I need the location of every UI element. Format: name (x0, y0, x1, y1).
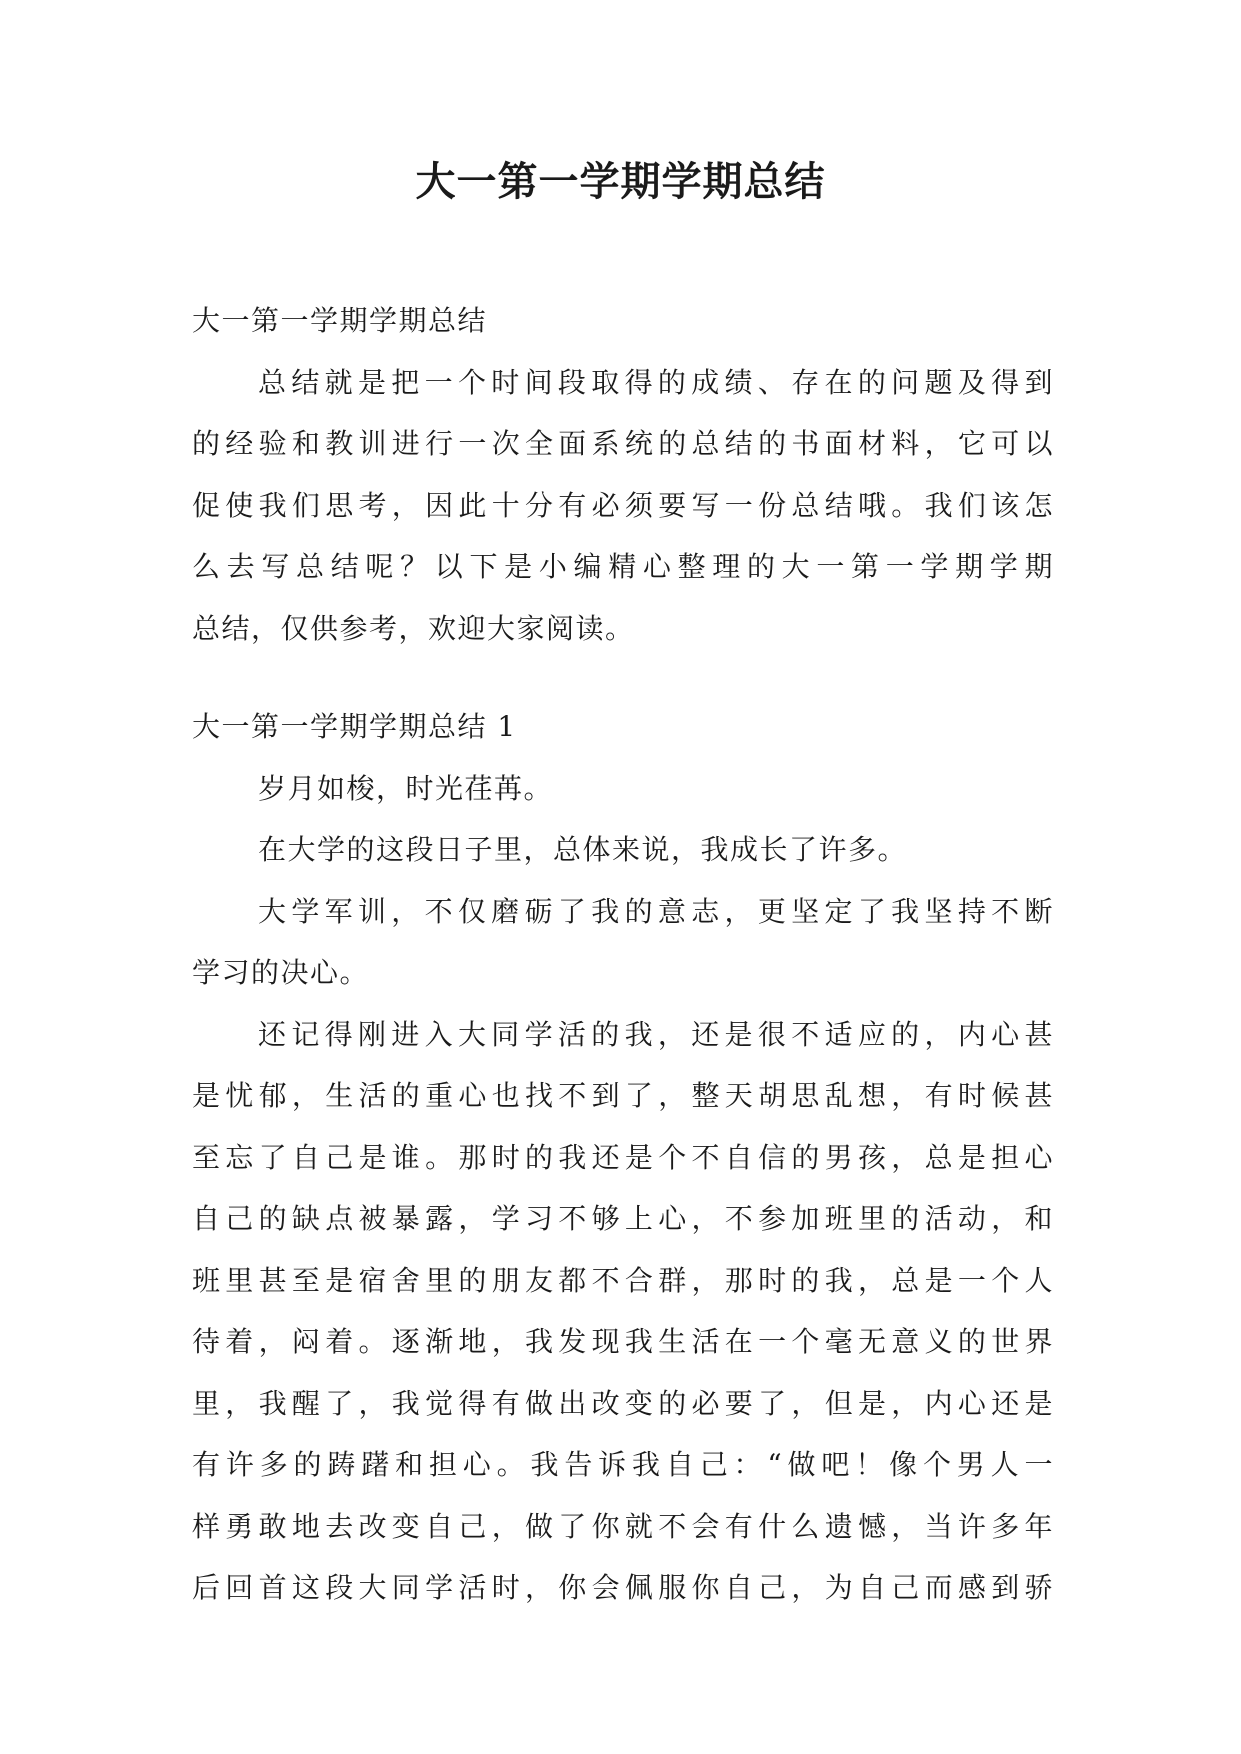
intro-line: 促使我们思考，因此十分有必须要写一份总结哦。我们该怎 (192, 488, 1054, 522)
section-1-paragraph: 岁月如梭，时光荏苒。 (258, 771, 554, 805)
document-title: 大一第一学期学期总结 (415, 159, 826, 205)
intro-heading: 大一第一学期学期总结 (192, 304, 488, 337)
section-1-paragraph-line: 大学军训，不仅磨砺了我的意志，更坚定了我坚持不断 (258, 894, 1054, 928)
intro-line: 么去写总结呢？以下是小编精心整理的大一第一学期学期 (192, 550, 1054, 583)
section-1-paragraph-line: 自己的缺点被暴露，学习不够上心，不参加班里的活动，和 (192, 1202, 1054, 1235)
intro-section (192, 290, 1054, 659)
section-1-paragraph-line: 样勇敢地去改变自己，做了你就不会有什么遗憾，当许多年 (192, 1509, 1054, 1543)
section-1-paragraph-line: 后回首这段大同学活时，你会佩服你自己，为自己而感到骄 (192, 1571, 1054, 1604)
intro-line: 的经验和教训进行一次全面系统的总结的书面材料，它可以 (192, 427, 1054, 460)
section-1-paragraph-line: 是忧郁，生活的重心也找不到了，整天胡思乱想，有时候甚 (192, 1079, 1054, 1112)
section-1-paragraph-line: 学习的决心。 (192, 956, 370, 989)
section-1-paragraph-line: 班里甚至是宿舍里的朋友都不合群，那时的我，总是一个人 (192, 1263, 1054, 1297)
section-1-paragraph-line: 待着，闷着。逐渐地，我发现我生活在一个毫无意义的世界 (192, 1325, 1054, 1358)
intro-line: 总结，仅供参考，欢迎大家阅读。 (192, 611, 635, 645)
section-1-paragraph: 在大学的这段日子里，总体来说，我成长了许多。 (258, 833, 908, 866)
intro-line: 总结就是把一个时间段取得的成绩、存在的问题及得到 (258, 365, 1054, 399)
section-1 (192, 696, 1054, 1619)
section-1-paragraph-line: 还记得刚进入大同学活的我，还是很不适应的，内心甚 (258, 1017, 1054, 1051)
section-1-paragraph-line: 至忘了自己是谁。那时的我还是个不自信的男孩，总是担心 (192, 1140, 1054, 1174)
section-1-paragraph-line: 有许多的踌躇和担心。我告诉我自己：“做吧！像个男人一 (192, 1448, 1054, 1481)
section-1-paragraph-line: 里，我醒了，我觉得有做出改变的必要了，但是，内心还是 (192, 1386, 1054, 1420)
section-1-heading: 大一第一学期学期总结 1 (192, 710, 517, 743)
